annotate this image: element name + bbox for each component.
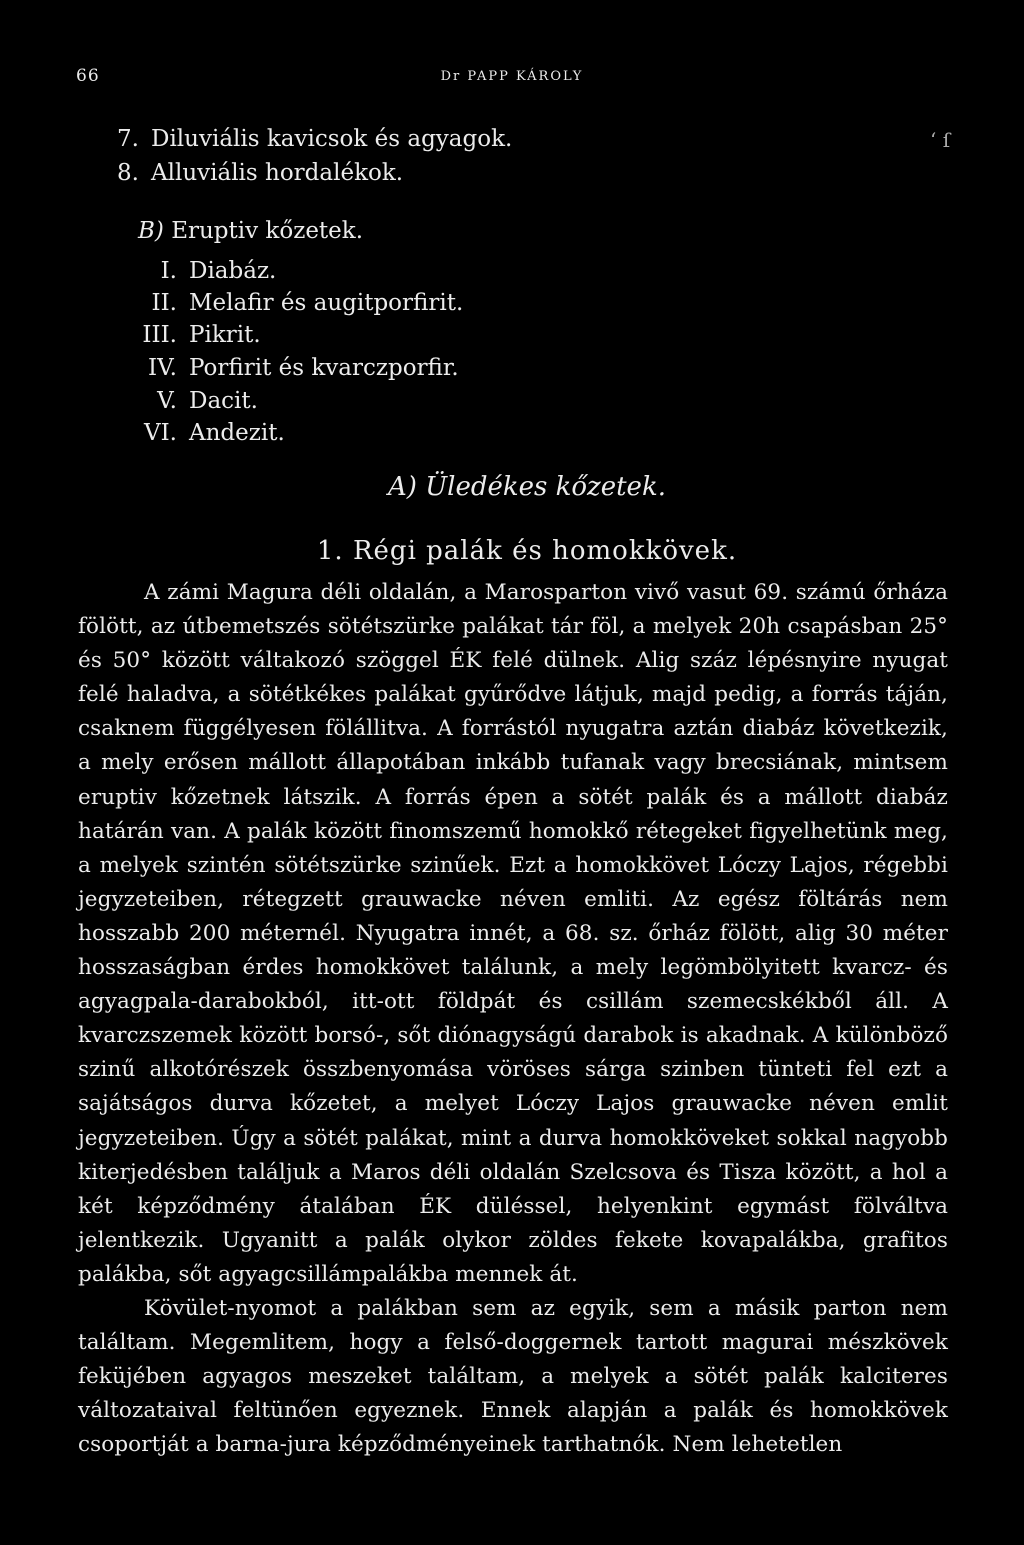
list-item-text: Porfirit és kvarczporfir.	[189, 355, 459, 381]
section-heading-sedimentary: A) Üledékes kőzetek.	[388, 472, 666, 502]
running-title: Dr PAPP KÁROLY	[440, 69, 584, 84]
section-heading-eruptive	[138, 218, 363, 244]
list-item	[0, 388, 258, 414]
list-item-text: Diluviális kavicsok és agyagok.	[151, 126, 513, 152]
list-item-text: Pikrit.	[189, 322, 261, 348]
stray-mark: ʻ ſ	[930, 128, 951, 152]
list-item-text: Andezit.	[189, 420, 285, 446]
paragraph: Kövület-nyomot a palákban sem az egyik, sem a másik parton nem találtam. Megemlitem, hogy a felső-doggernek tartott magurai mészkövek feküjében agyagos meszeket találtam, a melyek a sötét palák kalciteres változataival feltünően egyeznek. Ennek alapján a palák és homokkövek csoportját a barna-jura képződményeinek tarthatnók. Nem lehetetlen	[78, 1295, 948, 1458]
list-item-text: Dacit.	[189, 388, 258, 414]
list-item-number: VI.	[143, 420, 177, 446]
running-head	[76, 66, 948, 90]
list-item-number: IV.	[148, 355, 177, 381]
list-item	[0, 126, 512, 152]
list-item	[0, 322, 261, 348]
list-item-number: V.	[157, 388, 177, 414]
list-item-number: 7.	[117, 126, 139, 152]
body-text	[78, 576, 948, 1462]
section-title: Eruptiv kőzetek.	[171, 218, 364, 244]
list-item-text: Alluviális hordalékok.	[151, 160, 404, 186]
section-letter: B)	[138, 218, 164, 244]
list-item	[0, 420, 285, 446]
list-item-number: 8.	[117, 160, 139, 186]
list-item-text: Melafir és augitporfirit.	[189, 290, 464, 316]
list-item-number: II.	[151, 290, 177, 316]
page-number: 66	[76, 66, 100, 86]
subsection-heading: 1. Régi palák és homokkövek.	[316, 536, 738, 566]
paragraph: A zámi Magura déli oldalán, a Marosparton vivő vasut 69. számú őrháza fölött, az útbemetszés sötétszürke palákat tár föl, a melyek 20h csapásban 25° és 50° között váltakozó szöggel ÉK felé dülnek. Alig száz lépésnyire nyugat felé haladva, a sötétkékes palákat gyűrődve látjuk, majd pedig, a forrás táján, csaknem függélyesen fölállitva. A forrástól nyugatra aztán diabáz következik, a mely erősen mállott állapotában inkább tufanak vagy brecsiának, mintsem eruptiv kőzetnek látszik. A forrás épen a sötét palák és a mállott diabáz határán van. A palák között finomszemű homokkő rétegeket figyelhetünk meg, a melyek szintén sötétszürke szinűek. Ezt a homokkövet Lóczy Lajos, régebbi jegyzeteiben, rétegzett grauwacke néven emliti. Az egész föltárás nem hosszabb 200 méternél. Nyugatra innét, a 68. sz. őrház fölött, alig 30 méter hosszaságban érdes homokkövet találunk, a mely legömbölyitett kvarcz- és agyagpala-darabokból, itt-ott földpát és csillám szemecskékből áll. A kvarczszemek között borsó-, sőt diónagyságú darabok is akadnak. A különböző szinű alkotórészek összbenyomása vöröses sárga szinben tünteti fel ezt a sajátságos durva kőzetet, a melyet Lóczy Lajos grauwacke néven emlit jegyzeteiben. Úgy a sötét palákat, mint a durva homokköveket sokkal nagyobb kiterjedésben találjuk a Maros déli oldalán Szelcsova és Tisza között, a hol a két képződmény átalában ÉK düléssel, helyenkint egymást fölváltva jelentkezik. Ugyanitt a palák olykor zöldes fekete kovapalákba, grafitos palákba, sőt agyagcsillámpalákba mennek át.	[78, 580, 948, 1287]
list-item-number: I.	[160, 258, 177, 284]
list-item	[0, 160, 403, 186]
list-item	[0, 355, 459, 381]
list-item	[0, 258, 276, 284]
list-item	[0, 290, 463, 316]
list-item-text: Diabáz.	[189, 258, 277, 284]
list-item-number: III.	[142, 322, 177, 348]
